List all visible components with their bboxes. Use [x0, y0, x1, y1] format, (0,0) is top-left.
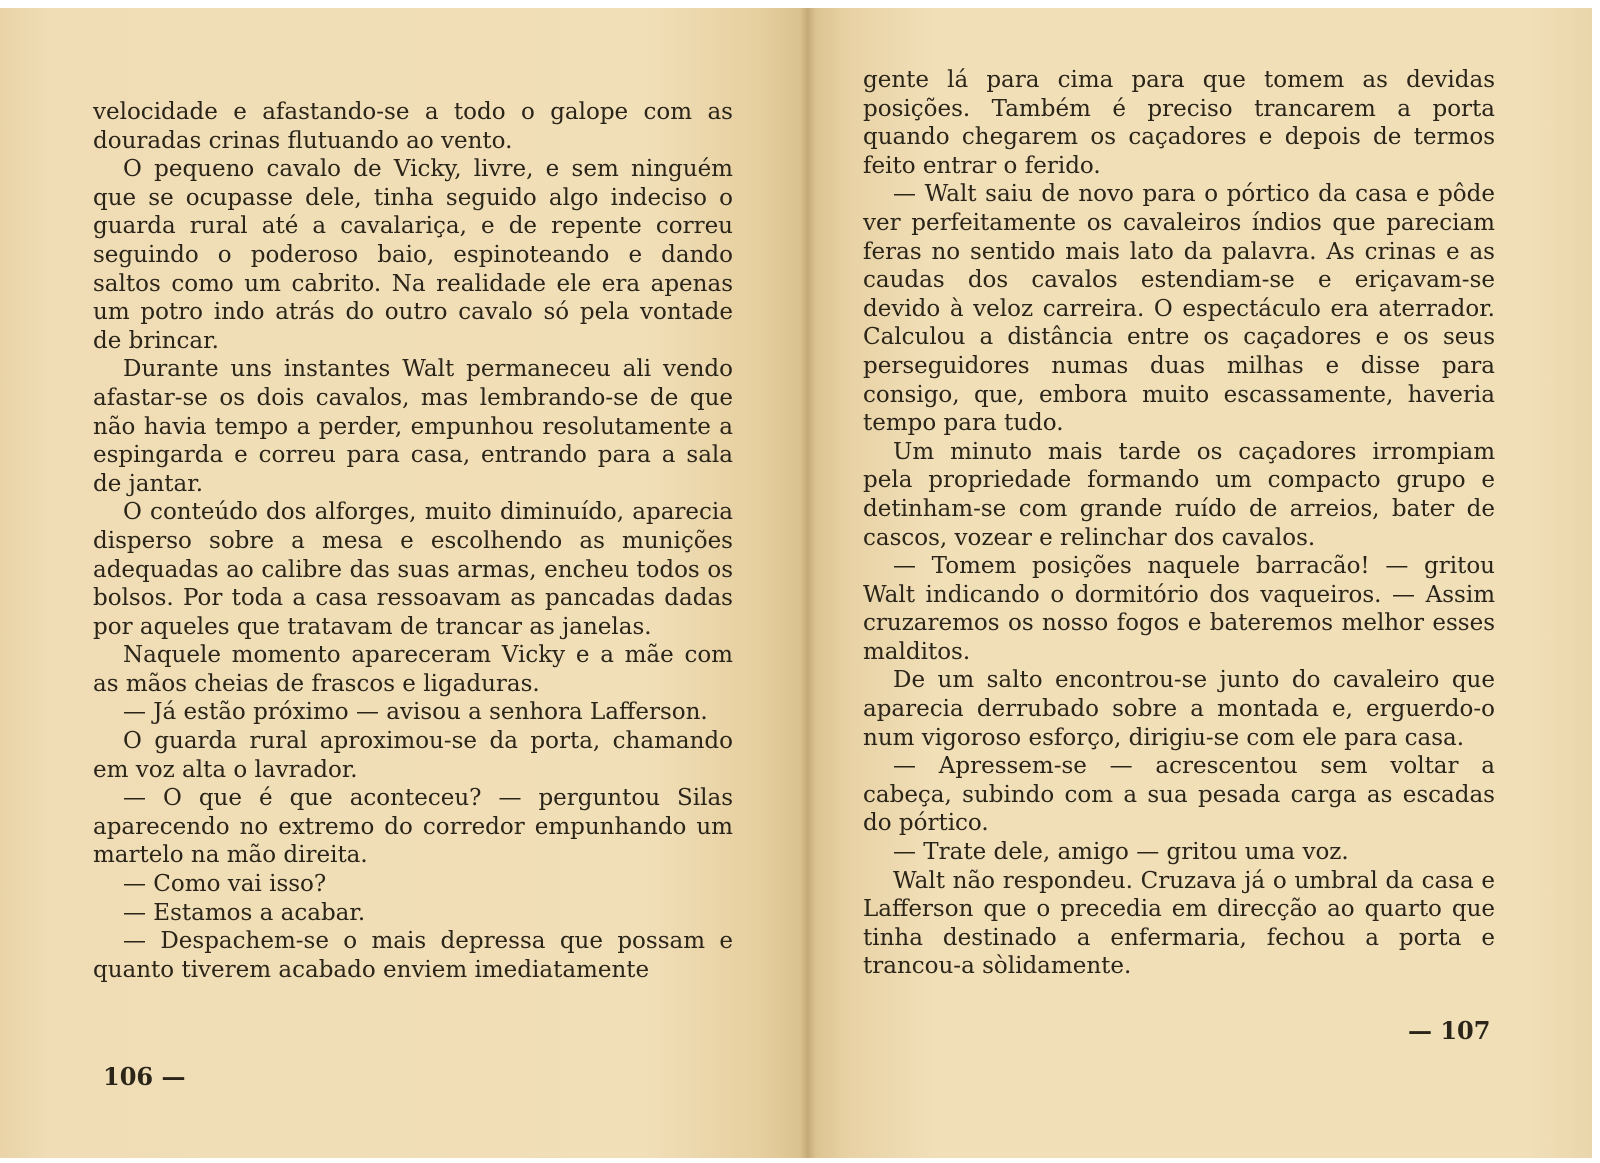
paragraph: — Como vai isso? [123, 871, 327, 898]
book-gutter [800, 8, 816, 1158]
paragraph: De um salto encontrou-se junto do cavaleiro que aparecia derrubado sobre a montada e, erguerdo-o num vigoroso esforço, dirigiu-se com ele para casa. [863, 667, 1495, 751]
paragraph: — Despachem-se o mais depressa que possam e quanto tiverem acabado enviem imediatamente [93, 928, 733, 983]
paragraph: velocidade e afastando-se a todo o galope com as douradas crinas flutuando ao vento. [93, 99, 733, 154]
page-number-right: — 107 [1408, 1016, 1491, 1045]
paragraph: O conteúdo dos alforges, muito diminuído, aparecia disperso sobre a mesa e escolhendo as munições adequadas ao calibre das suas armas, encheu todos os bolsos. Por toda a casa ressoavam as pancadas dadas por aqueles que tratavam de trancar as janelas. [93, 499, 733, 640]
paragraph: Naquele momento apareceram Vicky e a mãe com as mãos cheias de frascos e ligaduras. [93, 642, 733, 697]
paragraph: — Já estão próximo — avisou a senhora Lafferson. [123, 699, 708, 726]
paragraph: — Apressem-se — acrescentou sem voltar a cabeça, subindo com a sua pesada carga as escadas do pórtico. [863, 753, 1495, 837]
paragraph: Walt não respondeu. Cruzava já o umbral da casa e Lafferson que o precedia em direcção ao quarto que tinha destinado a enfermaria, fechou a porta e trancou-a sòlidamente. [863, 867, 1495, 980]
paragraph: gente lá para cima para que tomem as devidas posições. Também é preciso trancarem a porta quando chegarem os caçadores e depois de termos feito entrar o ferido. [863, 67, 1495, 179]
paragraph: — Trate dele, amigo — gritou uma voz. [893, 839, 1349, 866]
left-page-text [93, 98, 733, 984]
right-page-text [863, 66, 1495, 981]
paragraph: O pequeno cavalo de Vicky, livre, e sem ninguém que se ocupasse dele, tinha seguido algo indeciso o guarda rural até a cavalariça, e de repente correu seguindo o poderoso baio, espinoteando e dando saltos como um cabrito. Na realidade ele era apenas um potro indo atrás do outro cavalo só pela vontade de brincar. [93, 156, 733, 354]
paragraph: Um minuto mais tarde os caçadores irrompiam pela propriedade formando um compacto grupo e detinham-se com grande ruído de arreios, bater de cascos, vozear e relinchar dos cavalos. [863, 438, 1495, 551]
paragraph: — O que é que aconteceu? — perguntou Silas aparecendo no extremo do corredor empunhando um martelo na mão direita. [93, 785, 733, 869]
paragraph: Durante uns instantes Walt permaneceu ali vendo afastar-se os dois cavalos, mas lembrando-se de que não havia tempo a perder, empunhou resolutamente a espingarda e correu para casa, entrando para a sala de jantar. [93, 356, 733, 497]
paragraph: O guarda rural aproximou-se da porta, chamando em voz alta o lavrador. [93, 728, 733, 783]
paragraph: — Walt saiu de novo para o pórtico da casa e pôde ver perfeitamente os cavaleiros índios que pareciam feras no sentido mais lato da palavra. As crinas e as caudas dos cavalos estendiam-se e eriçavam-se devido à veloz carreira. O espectáculo era aterrador. Calculou a distância entre os caçadores e os seus perseguidores numas duas milhas e disse para consigo, que, embora muito escassamente, haveria tempo para tudo. [863, 181, 1495, 437]
page-number-left: 106 — [103, 1062, 186, 1091]
paragraph: — Tomem posições naquele barracão! — gritou Walt indicando o dormitório dos vaqueiros. — Assim cruzaremos os nosso fogos e bateremos melhor esses malditos. [863, 553, 1495, 665]
paragraph: — Estamos a acabar. [123, 899, 366, 926]
